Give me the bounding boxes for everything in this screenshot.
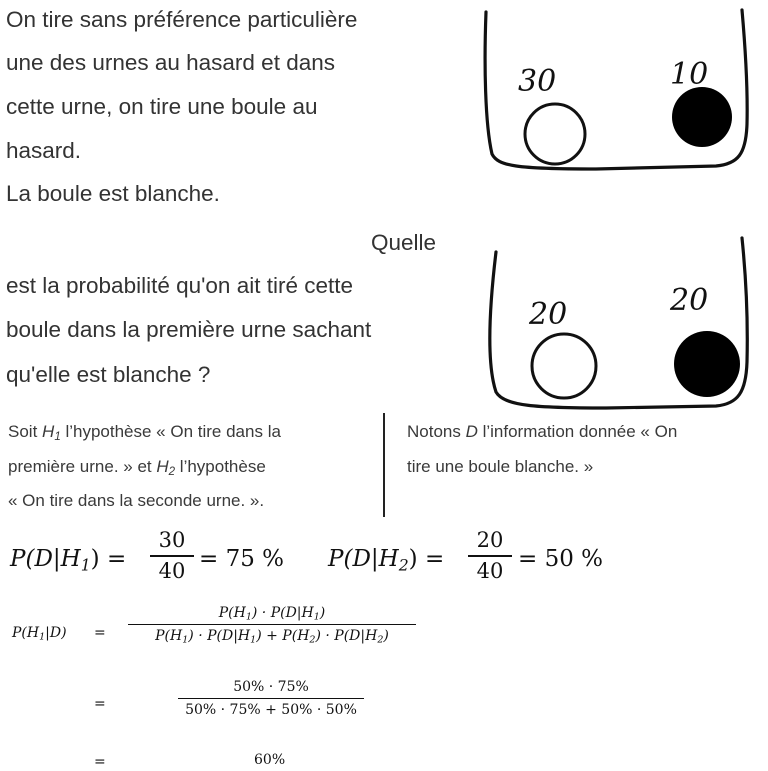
- formula-pd-h1-lhs: $P(D|H_1)$ =: [10, 546, 127, 575]
- fraction-numerator: 20: [476, 528, 504, 552]
- question-line-8: boule dans la première urne sachant: [6, 317, 372, 342]
- fraction-denominator: 40: [476, 558, 504, 583]
- note-d-line: Notons D l’information donnée « On: [407, 422, 678, 441]
- notes-divider: [383, 413, 385, 517]
- bayes-equals-2: =: [94, 696, 106, 712]
- bayes-lhs: $P(H_1|D)$: [12, 625, 67, 643]
- question-line-2: une des urnes au hasard et dans: [6, 50, 335, 75]
- urn-1-black-ball: [672, 87, 732, 147]
- question-line-1: On tire sans préférence particulière: [6, 7, 358, 32]
- symbol-h2: $H_2$: [156, 457, 176, 479]
- question-line-3: cette urne, on tire une boule au: [6, 94, 318, 119]
- bayes-equals-3: =: [94, 754, 106, 770]
- bayes-general-fraction: [128, 605, 416, 646]
- urn-1-white-count: 30: [518, 64, 557, 99]
- urn-2-white-count: 20: [529, 297, 568, 332]
- note-h1-line: Soit $H_1$ l’hypothèse « On tire dans la: [8, 422, 281, 444]
- bayes-numeric-denominator: 50% · 75% + 50% · 50%: [185, 702, 357, 719]
- note-h2-definition: « On tire dans la seconde urne. ».: [8, 491, 265, 510]
- note-d-definition: tire une boule blanche. »: [407, 457, 594, 476]
- urn-1-drawing: [476, 4, 760, 178]
- bayes-numeric-numerator: 50% · 75%: [233, 679, 309, 695]
- formula-pd-h2-fraction: [468, 530, 512, 582]
- formula-pd-h1-fraction: [150, 530, 194, 582]
- question-line-9: qu'elle est blanche ?: [6, 362, 211, 387]
- question-line-7: est la probabilité qu'on ait tiré cette: [6, 273, 354, 298]
- bayes-equals-1: =: [94, 625, 106, 641]
- symbol-d: D: [465, 422, 478, 441]
- question-line-4: hasard.: [6, 138, 82, 163]
- bayes-numeric-fraction: [178, 680, 364, 717]
- formula-pd-h1-result: = 75 %: [199, 546, 285, 572]
- urn-2-black-count: 20: [670, 283, 709, 318]
- question-line-6: Quelle: [371, 230, 437, 255]
- formula-pd-h2-result: = 50 %: [518, 546, 604, 572]
- note-h2-line: première urne. » et $H_2$ l’hypothèse: [8, 457, 266, 479]
- bayes-numerator: $P(H_1) \cdot P(D|H_1)$: [218, 605, 326, 623]
- urn-1-black-count: 10: [670, 57, 709, 92]
- question-line-5: La boule est blanche.: [6, 181, 220, 206]
- formula-pd-h2-lhs: $P(D|H_2)$ =: [328, 546, 445, 575]
- bayes-result: 60%: [254, 752, 286, 768]
- fraction-numerator: 30: [158, 528, 186, 552]
- urn-2-white-ball: [532, 334, 596, 398]
- urn-1-white-ball: [525, 104, 585, 164]
- symbol-h1: $H_1$: [42, 422, 61, 444]
- urn-2-black-ball: [674, 331, 740, 397]
- fraction-denominator: 40: [158, 558, 186, 583]
- bayes-denominator: $P(H_1) \cdot P(D|H_1) + P(H_2) \cdot P(D|H_2)$: [155, 628, 389, 646]
- urn-2-drawing: [476, 232, 760, 418]
